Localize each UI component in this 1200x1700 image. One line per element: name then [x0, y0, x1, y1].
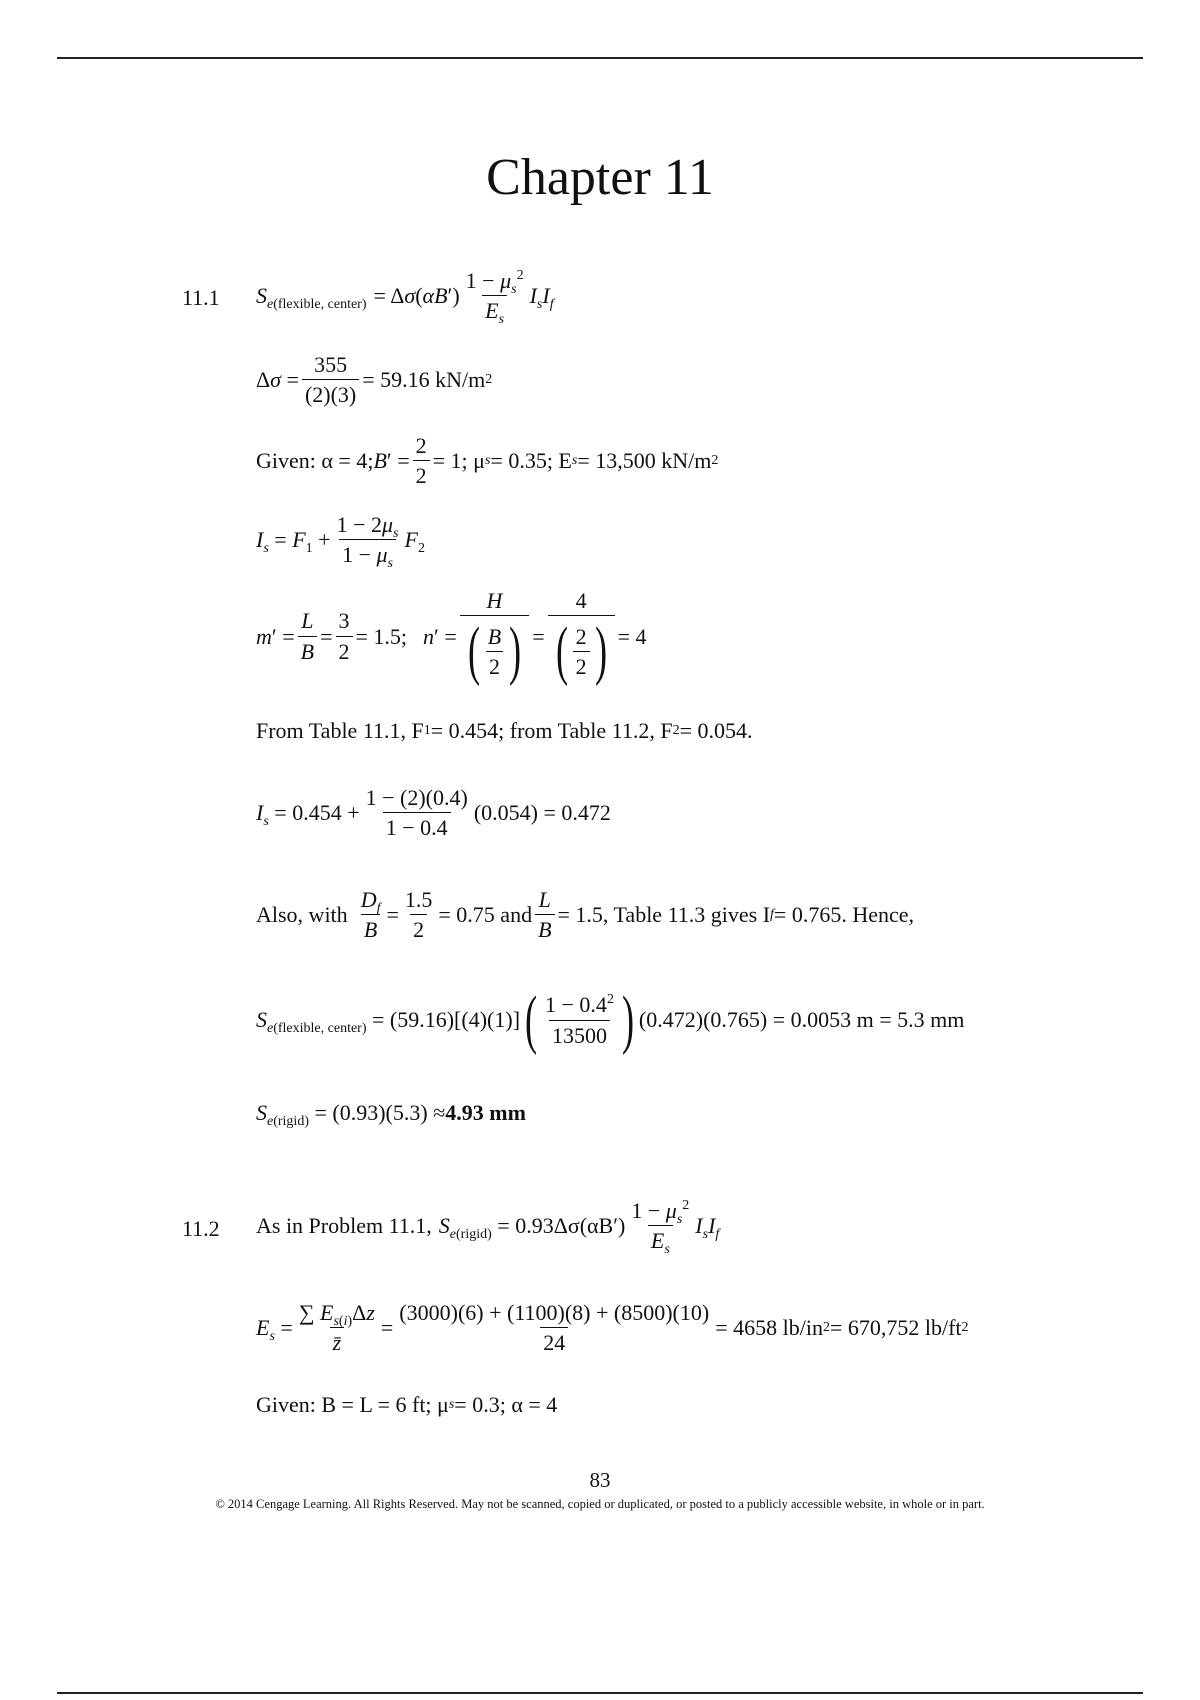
bottom-rule — [57, 1692, 1143, 1694]
equation-es-average: $E_s$ = $\frac{\sum E_{s(i)}\Delta z}{z̄}$ = $\frac{(3000)(6) + (1100)(8) + (8500)(10)}{24}$ = 4658 lb/in 2 = 670,752 lb/ft 2 — [256, 1300, 969, 1356]
chapter-title: Chapter 11 — [486, 149, 714, 206]
delta-sigma-numerator: 355 — [314, 352, 348, 377]
equation-delta-sigma: Δσ = $\frac{355}{(2)(3)}$ = 59.16 kN/m 2 — [256, 352, 493, 408]
equation-depth-factor: Also, with $\frac{D_f}{B}$ = $\frac{1.5}{2}$ = 0.75 and $\frac{L}{B}$ = 1.5, Table 11.3 gives I f = 0.765. Hence, — [256, 887, 915, 943]
text-given-11-2: Given: B = L = 6 ft; μ s = 0.3; α = 4 — [256, 1392, 558, 1417]
equation-se-calc: $S_{e(flexible, center)}$ = (59.16)[(4)(1)] ( $\frac{1 - 0.4^2}{13500}$ ) (0.472)(0.765) = 0.0053 m = 5.3 mm — [256, 983, 965, 1056]
equation-m-n-prime: m′ = $\frac{L}{B}$ = $\frac{3}{2}$ = 1.5; n′ = H ( $\frac{B}{2}$ ) = 4 ( $\frac{2}{2}$ ) = 4 — [256, 588, 647, 688]
equation-se-rigid-formula: As in Problem 11.1, $S_{e(rigid)}$ = 0.93Δσ(αB′) $\frac{1 - \mu_s^2}{E_s}$ $I_sI_f$ — [256, 1198, 720, 1258]
equation-influence-factor: $I_s = F_1$ + $\frac{1 - 2\mu_s}{1 - \mu_s}$ $F_2$ — [256, 512, 425, 572]
copyright-notice: © 2014 Cengage Learning. All Rights Reserved. May not be scanned, copied or duplicated, or posted to a publicly accessible website, in whole or in part. — [215, 1497, 985, 1511]
equation-is-calc: $I_s$ = 0.454 + $\frac{1 - (2)(0.4)}{1 - 0.4}$ (0.054) = 0.472 — [256, 785, 611, 841]
top-rule — [57, 57, 1143, 59]
answer-value: 4.93 mm — [445, 1100, 526, 1125]
problem-number: 11.1 — [182, 285, 220, 310]
equation-se-rigid-answer: $S_{e(rigid)}$ = (0.93)(5.3) ≈ 4.93 mm — [256, 1100, 526, 1129]
equation-given-values: Given: α = 4; B′ = $\frac{2}{2}$ = 1; μ s = 0.35; E s = 13,500 kN/m 2 — [256, 433, 719, 489]
problem-number: 11.2 — [182, 1216, 220, 1241]
page-number: 83 — [589, 1468, 611, 1492]
delta-sigma-result: = 59.16 kN/m — [362, 367, 486, 393]
delta-sigma-denominator: (2)(3) — [302, 379, 359, 407]
text-table-lookup: From Table 11.1, F 1 = 0.454; from Table 11.2, F 2 = 0.054. — [256, 718, 753, 743]
equation-settlement-formula: $S_{e(flexible, center)}$ = Δσ(αB′) $\frac{1 - \mu_s^2}{E_s}$ $I_sI_f$ — [256, 268, 554, 328]
